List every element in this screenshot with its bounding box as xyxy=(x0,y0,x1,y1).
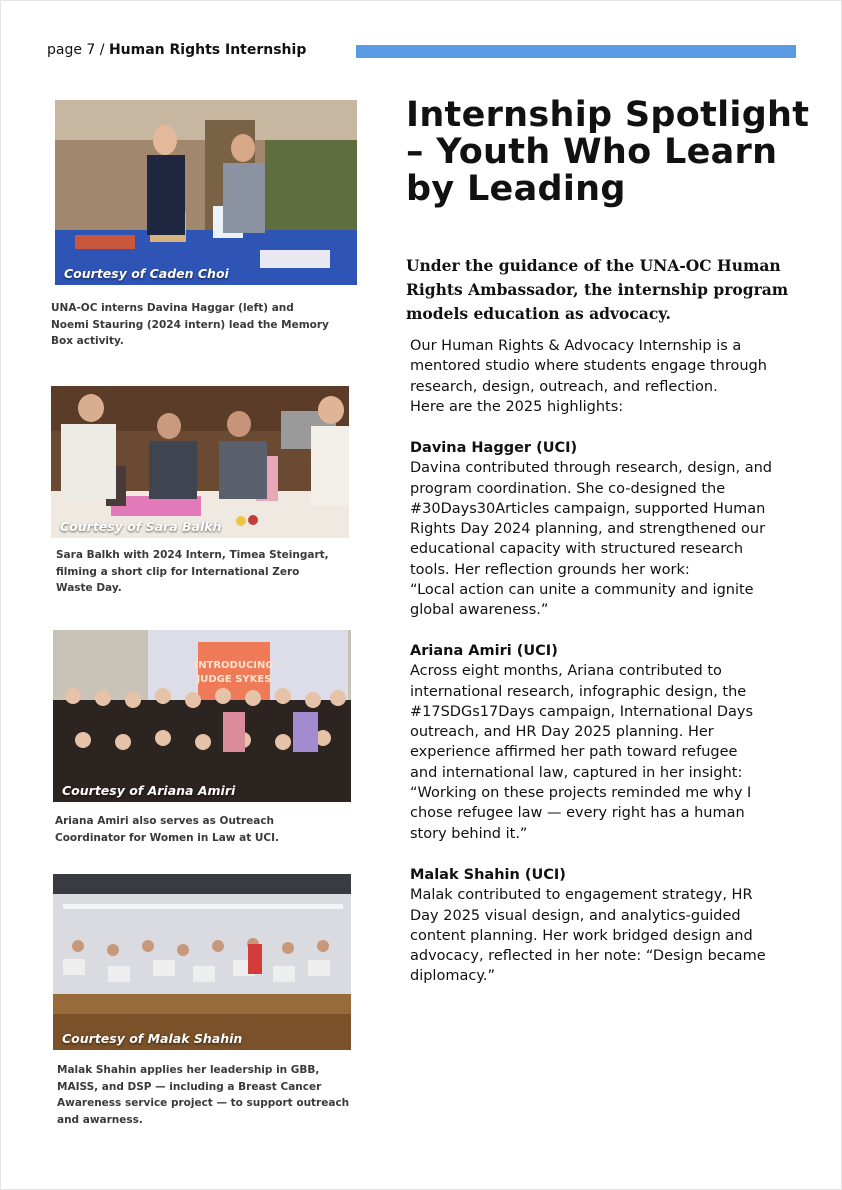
photo-credit: Courtesy of Sara Balkh xyxy=(60,519,222,534)
profile-line: international research, infographic design, the xyxy=(410,683,747,700)
profile-line: Across eight months, Ariana contributed to xyxy=(410,663,722,680)
caption-line: Coordinator for Women in Law at UCI. xyxy=(55,831,280,844)
screen-slide-text: JUDGE SYKES xyxy=(196,674,272,685)
headline-line: by Leading xyxy=(406,169,626,209)
photo-breast-cancer-awareness xyxy=(53,874,351,1050)
caption-line: Noemi Stauring (2024 intern) lead the Memory xyxy=(51,318,329,331)
subhead-line: Under the guidance of the UNA-OC Human xyxy=(406,256,781,275)
profile-malak-shahin xyxy=(410,865,805,987)
profile-line: “Local action can unite a community and ignite xyxy=(410,582,754,599)
caption-line: Box activity. xyxy=(51,335,124,347)
profile-ariana-amiri xyxy=(410,641,805,844)
profile-line: Davina contributed through research, design, and xyxy=(410,460,772,477)
photo-caption xyxy=(55,813,355,846)
profile-line: program coordination. She co-designed the xyxy=(410,480,726,497)
photo-caption xyxy=(56,547,356,597)
profile-line: Day 2025 visual design, and analytics-guided xyxy=(410,907,741,924)
caption-line: Awareness service project — to support outreach xyxy=(57,1097,350,1109)
profile-line: diplomacy.” xyxy=(410,968,495,985)
intro-line: Our Human Rights & Advocacy Internship is a xyxy=(410,338,742,354)
profile-name: Malak Shahin (UCI) xyxy=(410,867,566,883)
profile-line: educational capacity with structured research xyxy=(410,541,744,558)
profile-line: “Working on these projects reminded me why I xyxy=(410,785,752,802)
headline-line: Internship Spotlight xyxy=(406,95,810,135)
profile-line: story behind it.” xyxy=(410,825,528,842)
headline-line: – Youth Who Learn xyxy=(406,132,778,172)
caption-line: UNA-OC interns Davina Haggar (left) and xyxy=(51,302,294,314)
profile-line: content planning. Her work bridged design and xyxy=(410,927,753,944)
photo-memory-box xyxy=(55,100,357,285)
profile-line: experience affirmed her path toward refugee xyxy=(410,744,738,761)
intro-line: mentored studio where students engage through xyxy=(410,358,767,375)
photo-women-in-law xyxy=(53,630,351,802)
page-number: page 7 / xyxy=(47,42,105,58)
photo-credit: Courtesy of Caden Choi xyxy=(64,266,229,281)
profile-name: Ariana Amiri (UCI) xyxy=(410,643,558,659)
profile-line: Malak contributed to engagement strategy, HR xyxy=(410,887,753,904)
photo-zero-waste xyxy=(51,386,349,538)
photo-caption xyxy=(57,1062,357,1128)
profile-line: and international law, captured in her insight: xyxy=(410,764,743,781)
article-headline xyxy=(406,97,816,208)
caption-line: filming a short clip for International Zero xyxy=(56,565,300,578)
profile-line: global awareness.” xyxy=(410,602,549,619)
profile-line: #30Days30Articles campaign, supported Human xyxy=(410,500,766,517)
caption-line: Ariana Amiri also serves as Outreach xyxy=(55,815,275,827)
profile-davina-hagger xyxy=(410,438,805,621)
section-title: Human Rights Internship xyxy=(108,42,307,58)
photo-breast-cancer-awareness-image xyxy=(53,874,351,1050)
caption-line: Sara Balkh with 2024 Intern, Timea Steingart, xyxy=(56,549,329,561)
profile-name: Davina Hagger (UCI) xyxy=(410,440,578,456)
profile-line: tools. Her reflection grounds her work: xyxy=(410,561,690,578)
photo-credit: Courtesy of Ariana Amiri xyxy=(62,783,236,798)
profile-line: #17SDGs17Days campaign, International Days xyxy=(410,703,754,720)
caption-line: and awarness. xyxy=(57,1113,143,1126)
photo-zero-waste-image xyxy=(51,386,349,538)
header-accent-bar xyxy=(356,45,796,58)
profile-line: Rights Day 2024 planning, and strengthened our xyxy=(410,521,766,538)
profile-line: outreach, and HR Day 2025 planning. Her xyxy=(410,724,714,741)
screen-slide-text: INTRODUCING xyxy=(194,660,274,671)
profile-line: advocacy, reflected in her note: “Design became xyxy=(410,948,766,965)
caption-line: Waste Day. xyxy=(56,582,122,594)
article-intro xyxy=(410,336,805,417)
intro-line: research, design, outreach, and reflection. xyxy=(410,378,718,395)
intro-line: Here are the 2025 highlights: xyxy=(410,398,624,415)
page-header xyxy=(47,42,306,58)
profile-line: chose refugee law — every right has a human xyxy=(410,805,745,822)
article-subhead xyxy=(406,254,806,326)
photo-caption xyxy=(51,300,351,350)
photo-credit: Courtesy of Malak Shahin xyxy=(62,1031,243,1046)
subhead-line: models education as advocacy. xyxy=(406,304,671,323)
photo-memory-box-image xyxy=(55,100,357,285)
caption-line: Malak Shahin applies her leadership in GBB, xyxy=(57,1064,320,1076)
subhead-line: Rights Ambassador, the internship program xyxy=(406,280,789,299)
caption-line: MAISS, and DSP — including a Breast Cancer xyxy=(57,1080,322,1093)
photo-women-in-law-image xyxy=(53,630,351,802)
